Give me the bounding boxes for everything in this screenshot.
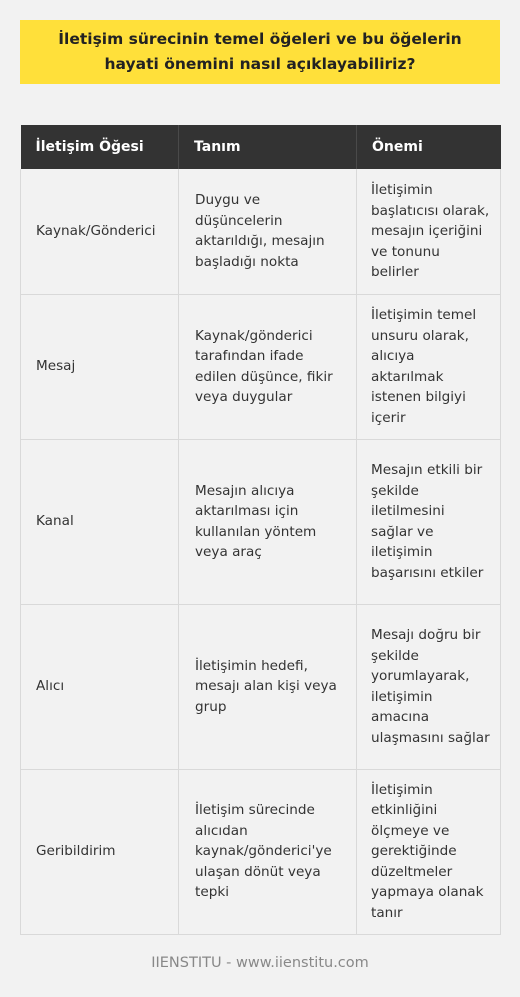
definition-cell: Kaynak/gönderici tarafından ifade edilen düşünce, fikir veya duygular xyxy=(179,294,357,439)
definition-cell: İletişimin hedefi, mesajı alan kişi veya grup xyxy=(179,604,357,769)
definition-cell: Duygu ve düşüncelerin aktarıldığı, mesajın başladığı nokta xyxy=(179,169,357,294)
definition-cell: Mesajın alıcıya aktarılması için kullanılan yöntem veya araç xyxy=(179,439,357,604)
header-importance: Önemi xyxy=(357,125,501,169)
header-definition: Tanım xyxy=(179,125,357,169)
page-title: İletişim sürecinin temel öğeleri ve bu öğelerin hayati önemini nasıl açıklayabiliriz? xyxy=(58,30,462,73)
title-banner xyxy=(20,20,500,84)
element-cell: Mesaj xyxy=(21,294,179,439)
communication-elements-table xyxy=(20,125,501,935)
table-row xyxy=(21,439,501,604)
table-row xyxy=(21,769,501,934)
importance-cell: İletişimin etkinliğini ölçmeye ve gerektiğinde düzeltmeler yapmaya olanak tanır xyxy=(357,769,501,934)
element-cell: Kaynak/Gönderici xyxy=(21,169,179,294)
element-cell: Geribildirim xyxy=(21,769,179,934)
table-row xyxy=(21,604,501,769)
table-row xyxy=(21,294,501,439)
element-cell: Kanal xyxy=(21,439,179,604)
definition-cell: İletişim sürecinde alıcıdan kaynak/gönderici'ye ulaşan dönüt veya tepki xyxy=(179,769,357,934)
importance-cell: İletişimin başlatıcısı olarak, mesajın içeriğini ve tonunu belirler xyxy=(357,169,501,294)
element-cell: Alıcı xyxy=(21,604,179,769)
header-element: İletişim Öğesi xyxy=(21,125,179,169)
importance-cell: İletişimin temel unsuru olarak, alıcıya aktarılmak istenen bilgiyi içerir xyxy=(357,294,501,439)
table-header-row xyxy=(21,125,501,169)
importance-cell: Mesajın etkili bir şekilde iletilmesini sağlar ve iletişimin başarısını etkiler xyxy=(357,439,501,604)
table-row xyxy=(21,169,501,294)
importance-cell: Mesajı doğru bir şekilde yorumlayarak, iletişimin amacına ulaşmasını sağlar xyxy=(357,604,501,769)
footer-credit: IIENSTITU - www.iienstitu.com xyxy=(151,955,369,971)
